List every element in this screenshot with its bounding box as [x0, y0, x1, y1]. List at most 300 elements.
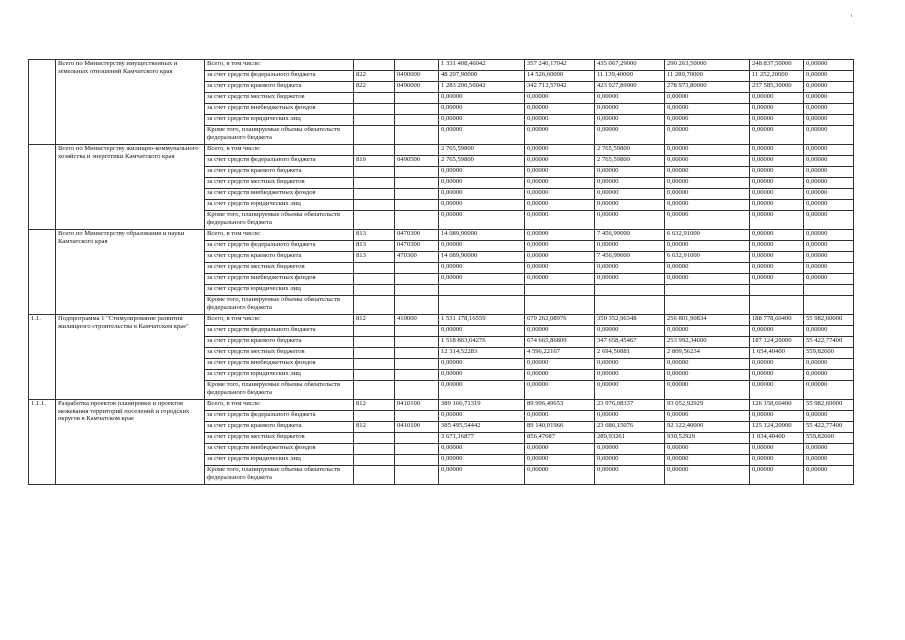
amount-cell: 55 422,77400 — [804, 337, 854, 348]
funding-source: за счет средств федерального бюджета — [205, 326, 354, 337]
section-code — [395, 370, 439, 381]
amount-cell: 0,00000 — [665, 466, 750, 485]
grbs-code — [354, 337, 395, 348]
amount-cell: 0,00000 — [665, 189, 750, 200]
funding-source: за счет средств краевого бюджета — [205, 337, 354, 348]
amount-cell: 0,00000 — [595, 274, 665, 285]
amount-cell: 0,00000 — [750, 326, 804, 337]
funding-source: за счет средств краевого бюджета — [205, 252, 354, 263]
grbs-code — [354, 455, 395, 466]
section-code — [395, 104, 439, 115]
amount-cell — [804, 296, 854, 315]
grbs-code — [354, 167, 395, 178]
amount-cell: 55 422,77400 — [804, 422, 854, 433]
amount-cell: 0,00000 — [665, 156, 750, 167]
funding-source: за счет средств юридических лиц — [205, 455, 354, 466]
grbs-code — [354, 115, 395, 126]
amount-cell: 0,00000 — [750, 115, 804, 126]
amount-cell: 278 973,80000 — [665, 82, 750, 93]
amount-cell: 0,00000 — [665, 263, 750, 274]
amount-cell: 1 331 408,46042 — [439, 60, 525, 71]
amount-cell: 125 124,20000 — [750, 422, 804, 433]
section-code — [395, 326, 439, 337]
grbs-code — [354, 381, 395, 400]
amount-cell: 0,00000 — [525, 381, 595, 400]
amount-cell: 559,82600 — [804, 433, 854, 444]
amount-cell: 0,00000 — [439, 411, 525, 422]
section-code — [395, 93, 439, 104]
section-code — [395, 444, 439, 455]
section-code — [395, 359, 439, 370]
table-row — [29, 315, 854, 326]
amount-cell: 0,00000 — [525, 156, 595, 167]
amount-cell: 0,00000 — [804, 126, 854, 145]
funding-source: Кроме того, планируемые объемы обязательств федерального бюджета — [205, 211, 354, 230]
grbs-code — [354, 370, 395, 381]
amount-cell — [750, 285, 804, 296]
item-number: 1.1. — [29, 315, 56, 400]
amount-cell: 0,00000 — [595, 189, 665, 200]
amount-cell: 2 765,59800 — [595, 145, 665, 156]
grbs-code — [354, 411, 395, 422]
grbs-code: 810 — [354, 156, 395, 167]
amount-cell: 0,00000 — [750, 189, 804, 200]
grbs-code — [354, 348, 395, 359]
amount-cell — [750, 296, 804, 315]
funding-source: за счет средств краевого бюджета — [205, 422, 354, 433]
amount-cell: 0,00000 — [750, 274, 804, 285]
amount-cell: 0,00000 — [439, 241, 525, 252]
amount-cell: 0,00000 — [804, 455, 854, 466]
section-code — [395, 411, 439, 422]
amount-cell: 0,00000 — [595, 178, 665, 189]
amount-cell: 0,00000 — [439, 126, 525, 145]
amount-cell: 0,00000 — [595, 326, 665, 337]
item-number — [29, 145, 56, 230]
amount-cell: 0,00000 — [439, 200, 525, 211]
amount-cell: 0,00000 — [595, 411, 665, 422]
amount-cell: 48 207,90000 — [439, 71, 525, 82]
amount-cell: 248 837,50000 — [750, 60, 804, 71]
amount-cell — [804, 285, 854, 296]
amount-cell: 0,00000 — [665, 241, 750, 252]
grbs-code — [354, 359, 395, 370]
section-code: 0490500 — [395, 156, 439, 167]
amount-cell: 0,00000 — [665, 200, 750, 211]
amount-cell: 0,00000 — [750, 263, 804, 274]
amount-cell: 23 686,15076 — [595, 422, 665, 433]
amount-cell: 0,00000 — [804, 145, 854, 156]
funding-source: за счет средств внебюджетных фондов — [205, 444, 354, 455]
section-code: 0470300 — [395, 241, 439, 252]
funding-source: Всего, в том числе: — [205, 315, 354, 326]
amount-cell: 0,00000 — [804, 93, 854, 104]
amount-cell: 0,00000 — [804, 359, 854, 370]
section-code: 0490000 — [395, 71, 439, 82]
amount-cell: 14 089,90000 — [439, 252, 525, 263]
amount-cell: 23 976,08337 — [595, 400, 665, 411]
amount-cell: 55 982,60000 — [804, 400, 854, 411]
amount-cell: 0,00000 — [439, 104, 525, 115]
amount-cell — [665, 296, 750, 315]
program-name: Всего по Министерству образования и науки Камчатского края — [56, 230, 205, 315]
amount-cell: 0,00000 — [804, 82, 854, 93]
amount-cell: 0,00000 — [804, 466, 854, 485]
amount-cell: 290 263,50000 — [665, 60, 750, 71]
table-row — [29, 60, 854, 71]
grbs-code: 822 — [354, 71, 395, 82]
amount-cell: 0,00000 — [595, 466, 665, 485]
amount-cell: 0,00000 — [525, 455, 595, 466]
amount-cell: 0,00000 — [595, 167, 665, 178]
funding-source: за счет средств внебюджетных фондов — [205, 189, 354, 200]
funding-source: за счет средств краевого бюджета — [205, 167, 354, 178]
amount-cell: 0,00000 — [804, 115, 854, 126]
funding-source: Всего, в том числе: — [205, 60, 354, 71]
amount-cell: 0,00000 — [804, 189, 854, 200]
funding-source: за счет средств краевого бюджета — [205, 82, 354, 93]
amount-cell: 357 240,17042 — [525, 60, 595, 71]
amount-cell: 0,00000 — [804, 60, 854, 71]
amount-cell: 0,00000 — [665, 370, 750, 381]
program-name: Разработка проектов планировки и проектов межевания территорий поселений и городских округов в Камчатском крае — [56, 400, 205, 485]
amount-cell: 0,00000 — [750, 126, 804, 145]
section-code — [395, 60, 439, 71]
amount-cell: 0,00000 — [750, 359, 804, 370]
amount-cell: 0,00000 — [525, 241, 595, 252]
amount-cell: 0,00000 — [750, 466, 804, 485]
amount-cell: 1 654,40400 — [750, 348, 804, 359]
funding-source: за счет средств местных бюджетов — [205, 263, 354, 274]
funding-source: за счет средств юридических лиц — [205, 285, 354, 296]
amount-cell — [665, 285, 750, 296]
amount-cell: 0,00000 — [439, 274, 525, 285]
amount-cell — [525, 285, 595, 296]
amount-cell: 0,00000 — [525, 200, 595, 211]
section-code — [395, 126, 439, 145]
amount-cell: 0,00000 — [595, 241, 665, 252]
grbs-code — [354, 60, 395, 71]
amount-cell: 0,00000 — [665, 115, 750, 126]
amount-cell — [595, 285, 665, 296]
amount-cell: 389 166,71319 — [439, 400, 525, 411]
amount-cell: 0,00000 — [439, 381, 525, 400]
section-code — [395, 200, 439, 211]
amount-cell — [595, 296, 665, 315]
amount-cell: 0,00000 — [595, 444, 665, 455]
amount-cell: 674 665,86809 — [525, 337, 595, 348]
amount-cell: 0,00000 — [525, 104, 595, 115]
table-row — [29, 400, 854, 411]
funding-source: за счет средств юридических лиц — [205, 370, 354, 381]
grbs-code: 813 — [354, 252, 395, 263]
amount-cell: 0,00000 — [804, 178, 854, 189]
amount-cell: 0,00000 — [525, 444, 595, 455]
amount-cell: 3 671,16877 — [439, 433, 525, 444]
amount-cell: 1 531 178,16559 — [439, 315, 525, 326]
amount-cell — [439, 296, 525, 315]
section-code — [395, 285, 439, 296]
amount-cell: 0,00000 — [595, 126, 665, 145]
amount-cell: 4 596,22167 — [525, 348, 595, 359]
section-code — [395, 466, 439, 485]
funding-source: за счет средств местных бюджетов — [205, 433, 354, 444]
amount-cell: 187 124,20000 — [750, 337, 804, 348]
amount-cell: 0,00000 — [439, 189, 525, 200]
amount-cell: 0,00000 — [750, 156, 804, 167]
funding-source: Кроме того, планируемые объемы обязательств федерального бюджета — [205, 381, 354, 400]
amount-cell: 0,00000 — [665, 326, 750, 337]
amount-cell: 1 034,40400 — [750, 433, 804, 444]
amount-cell: 0,00000 — [750, 167, 804, 178]
amount-cell: 93 052,92929 — [665, 400, 750, 411]
funding-source: за счет средств внебюджетных фондов — [205, 274, 354, 285]
amount-cell: 2 694,50881 — [595, 348, 665, 359]
amount-cell: 92 122,40000 — [665, 422, 750, 433]
grbs-code: 813 — [354, 241, 395, 252]
amount-cell: 350 352,96348 — [595, 315, 665, 326]
amount-cell: 0,00000 — [750, 444, 804, 455]
amount-cell: 126 158,60400 — [750, 400, 804, 411]
amount-cell: 0,00000 — [439, 370, 525, 381]
amount-cell: 0,00000 — [439, 167, 525, 178]
funding-source: Всего, в том числе: — [205, 145, 354, 156]
amount-cell: 2 765,59800 — [439, 156, 525, 167]
funding-source: за счет средств внебюджетных фондов — [205, 104, 354, 115]
section-code: 410000 — [395, 315, 439, 326]
amount-cell: 0,00000 — [804, 71, 854, 82]
amount-cell: 0,00000 — [804, 274, 854, 285]
amount-cell: 0,00000 — [665, 274, 750, 285]
amount-cell: 0,00000 — [804, 156, 854, 167]
amount-cell: 0,00000 — [439, 455, 525, 466]
section-code: 0470300 — [395, 230, 439, 241]
amount-cell: 0,00000 — [665, 126, 750, 145]
section-code — [395, 211, 439, 230]
section-code — [395, 115, 439, 126]
program-name: Подпрограмма 1 "Стимулирование развития жилищного строительства в Камчатском крае" — [56, 315, 205, 400]
amount-cell: 0,00000 — [804, 411, 854, 422]
amount-cell: 0,00000 — [750, 381, 804, 400]
amount-cell: 237 585,30000 — [750, 82, 804, 93]
amount-cell: 7 456,99000 — [595, 230, 665, 241]
amount-cell — [525, 296, 595, 315]
amount-cell: 0,00000 — [804, 241, 854, 252]
amount-cell: 0,00000 — [804, 211, 854, 230]
amount-cell: 0,00000 — [525, 326, 595, 337]
amount-cell: 0,00000 — [665, 455, 750, 466]
funding-source: Всего, в том числе: — [205, 400, 354, 411]
amount-cell: 0,00000 — [439, 263, 525, 274]
section-code — [395, 348, 439, 359]
amount-cell: 930,52929 — [665, 433, 750, 444]
section-code: 0410100 — [395, 400, 439, 411]
funding-source: за счет средств федерального бюджета — [205, 71, 354, 82]
grbs-code — [354, 466, 395, 485]
amount-cell: 1 283 200,56042 — [439, 82, 525, 93]
budget-table-page — [28, 59, 854, 485]
section-code — [395, 296, 439, 315]
amount-cell: 0,00000 — [750, 93, 804, 104]
amount-cell: 0,00000 — [595, 370, 665, 381]
amount-cell: 0,00000 — [665, 145, 750, 156]
amount-cell: 0,00000 — [525, 189, 595, 200]
grbs-code — [354, 296, 395, 315]
amount-cell: 0,00000 — [665, 104, 750, 115]
amount-cell: 0,00000 — [525, 115, 595, 126]
amount-cell: 0,00000 — [665, 211, 750, 230]
section-code — [395, 337, 439, 348]
amount-cell: 253 992,34600 — [665, 337, 750, 348]
table-row — [29, 230, 854, 241]
amount-cell: 385 495,54442 — [439, 422, 525, 433]
amount-cell: 2 765,59800 — [439, 145, 525, 156]
amount-cell: 0,00000 — [804, 326, 854, 337]
amount-cell: 14 089,90000 — [439, 230, 525, 241]
amount-cell: 0,00000 — [525, 370, 595, 381]
amount-cell: 11 139,40000 — [595, 71, 665, 82]
amount-cell: 6 632,91000 — [665, 230, 750, 241]
grbs-code — [354, 326, 395, 337]
amount-cell: 11 289,70000 — [665, 71, 750, 82]
amount-cell: 423 927,89000 — [595, 82, 665, 93]
amount-cell: 0,00000 — [525, 230, 595, 241]
grbs-code — [354, 145, 395, 156]
section-code: 0490000 — [395, 82, 439, 93]
amount-cell: 0,00000 — [525, 252, 595, 263]
grbs-code: 812 — [354, 400, 395, 411]
amount-cell: 0,00000 — [595, 211, 665, 230]
amount-cell: 11 252,20000 — [750, 71, 804, 82]
item-number — [29, 60, 56, 145]
funding-source: за счет средств местных бюджетов — [205, 348, 354, 359]
amount-cell: 0,00000 — [750, 145, 804, 156]
amount-cell: 188 778,60400 — [750, 315, 804, 326]
section-code — [395, 381, 439, 400]
amount-cell: 0,00000 — [525, 263, 595, 274]
amount-cell: 0,00000 — [804, 167, 854, 178]
section-code — [395, 178, 439, 189]
amount-cell: 0,00000 — [439, 326, 525, 337]
funding-source: Кроме того, планируемые объемы обязательств федерального бюджета — [205, 126, 354, 145]
amount-cell: 0,00000 — [750, 241, 804, 252]
funding-source: за счет средств юридических лиц — [205, 200, 354, 211]
section-code — [395, 189, 439, 200]
amount-cell: 0,00000 — [665, 444, 750, 455]
section-code — [395, 145, 439, 156]
grbs-code — [354, 263, 395, 274]
amount-cell: 0,00000 — [525, 466, 595, 485]
funding-source: Всего, в том числе: — [205, 230, 354, 241]
amount-cell: 2 765,59800 — [595, 156, 665, 167]
funding-source: Кроме того, планируемые объемы обязательств федерального бюджета — [205, 466, 354, 485]
section-code — [395, 167, 439, 178]
amount-cell: 0,00000 — [439, 444, 525, 455]
amount-cell: 289,93261 — [595, 433, 665, 444]
amount-cell: 0,00000 — [439, 93, 525, 104]
amount-cell: 0,00000 — [665, 167, 750, 178]
amount-cell: 0,00000 — [665, 411, 750, 422]
amount-cell: 0,00000 — [525, 211, 595, 230]
amount-cell: 0,00000 — [804, 230, 854, 241]
amount-cell: 0,00000 — [525, 411, 595, 422]
amount-cell: 0,00000 — [525, 93, 595, 104]
grbs-code: 812 — [354, 315, 395, 326]
amount-cell: 7 456,99000 — [595, 252, 665, 263]
amount-cell: 0,00000 — [750, 200, 804, 211]
amount-cell: 0,00000 — [804, 263, 854, 274]
amount-cell: 0,00000 — [595, 381, 665, 400]
table-row — [29, 145, 854, 156]
amount-cell: 0,00000 — [804, 381, 854, 400]
item-number — [29, 230, 56, 315]
amount-cell: 0,00000 — [525, 178, 595, 189]
amount-cell: 559,82600 — [804, 348, 854, 359]
funding-source: Кроме того, планируемые объемы обязательств федерального бюджета — [205, 296, 354, 315]
program-name: Всего по Министерству имущественных и земельных отношений Камчатского края — [56, 60, 205, 145]
amount-cell: 0,00000 — [595, 115, 665, 126]
amount-cell: 0,00000 — [595, 359, 665, 370]
amount-cell: 0,00000 — [525, 167, 595, 178]
amount-cell: 6 632,91000 — [665, 252, 750, 263]
amount-cell: 0,00000 — [595, 455, 665, 466]
amount-cell: 2 809,56234 — [665, 348, 750, 359]
amount-cell: 0,00000 — [750, 104, 804, 115]
amount-cell: 89 996,49653 — [525, 400, 595, 411]
section-code — [395, 433, 439, 444]
section-code — [395, 263, 439, 274]
amount-cell: 0,00000 — [439, 211, 525, 230]
item-number: 1.1.1. — [29, 400, 56, 485]
program-name: Всего по Министерству жилищно-коммунального хозяйства и энергетики Камчатского края — [56, 145, 205, 230]
grbs-code — [354, 285, 395, 296]
grbs-code — [354, 274, 395, 285]
grbs-code: 813 — [354, 230, 395, 241]
funding-source: за счет средств федерального бюджета — [205, 241, 354, 252]
grbs-code: 822 — [354, 82, 395, 93]
funding-source: за счет средств местных бюджетов — [205, 178, 354, 189]
amount-cell: 0,00000 — [750, 178, 804, 189]
funding-source: за счет средств юридических лиц — [205, 115, 354, 126]
grbs-code — [354, 444, 395, 455]
amount-cell: 0,00000 — [439, 359, 525, 370]
section-code — [395, 455, 439, 466]
amount-cell: 256 801,90834 — [665, 315, 750, 326]
amount-cell: 0,00000 — [804, 104, 854, 115]
grbs-code — [354, 200, 395, 211]
grbs-code — [354, 126, 395, 145]
grbs-code — [354, 189, 395, 200]
budget-table — [28, 59, 854, 485]
amount-cell: 0,00000 — [665, 381, 750, 400]
funding-source: за счет средств федерального бюджета — [205, 411, 354, 422]
amount-cell: 0,00000 — [595, 200, 665, 211]
amount-cell: 0,00000 — [750, 411, 804, 422]
amount-cell: 0,00000 — [439, 115, 525, 126]
amount-cell: 0,00000 — [665, 93, 750, 104]
funding-source: за счет средств федерального бюджета — [205, 156, 354, 167]
amount-cell: 0,00000 — [525, 359, 595, 370]
amount-cell: 0,00000 — [804, 370, 854, 381]
funding-source: за счет средств внебюджетных фондов — [205, 359, 354, 370]
amount-cell: 0,00000 — [804, 200, 854, 211]
amount-cell: 679 262,08976 — [525, 315, 595, 326]
grbs-code — [354, 433, 395, 444]
amount-cell: 347 658,45467 — [595, 337, 665, 348]
amount-cell: 0,00000 — [750, 252, 804, 263]
amount-cell: 0,00000 — [804, 444, 854, 455]
grbs-code — [354, 93, 395, 104]
